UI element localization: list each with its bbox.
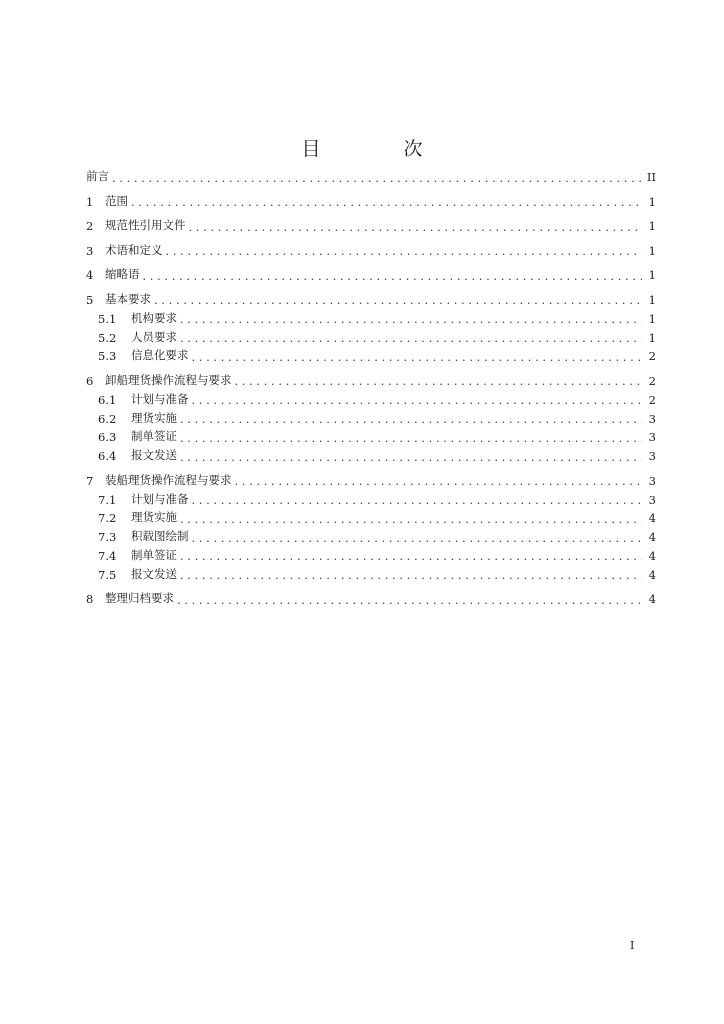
dot-leader: [177, 595, 642, 607]
dot-leader: [180, 333, 642, 345]
toc-entry[interactable]: [86, 582, 656, 607]
dot-leader: [166, 246, 643, 258]
toc-entry-page: 1: [648, 194, 656, 209]
toc-entry-page: 1: [648, 268, 656, 283]
toc-entry-page: 3: [648, 411, 656, 426]
toc-entry[interactable]: [86, 345, 656, 364]
toc-entry-page: 3: [648, 430, 656, 445]
toc-entry-label: 计划与准备: [131, 391, 189, 406]
toc-entry-number: 2: [86, 219, 94, 234]
toc-entry-number: 5.3: [98, 349, 117, 364]
toc-entry-label: 制单签证: [131, 429, 177, 444]
toc-entry-page: 4: [648, 567, 656, 582]
toc-entry-page: 1: [648, 311, 656, 326]
dot-leader: [180, 551, 642, 563]
toc-entry-number: 5: [86, 292, 94, 307]
toc-entry-label: 术语和定义: [105, 242, 163, 257]
toc-entry[interactable]: [86, 544, 656, 563]
toc-entry-number: 6.4: [98, 449, 117, 464]
toc-entry-number: 4: [86, 268, 94, 283]
toc-entry[interactable]: [86, 307, 656, 326]
dot-leader: [180, 570, 642, 582]
toc-entry-label: 装船理货操作流程与要求: [105, 472, 232, 487]
toc-entry-label: 积载图绘制: [131, 529, 189, 544]
dot-leader: [192, 352, 643, 364]
toc-entry[interactable]: [86, 388, 656, 407]
dot-leader: [180, 514, 642, 526]
toc-entry-page: 1: [648, 243, 656, 258]
toc-entry[interactable]: [86, 463, 656, 488]
toc-entry-label: 整理归档要求: [105, 591, 174, 606]
toc-entry-page: 3: [648, 492, 656, 507]
toc-entry-page: 2: [648, 392, 656, 407]
toc-entry[interactable]: [86, 184, 656, 209]
toc-entry[interactable]: [86, 563, 656, 582]
toc-entry[interactable]: [86, 258, 656, 283]
toc-entry[interactable]: [86, 444, 656, 463]
toc-entry-label: 信息化要求: [131, 348, 189, 363]
dot-leader: [112, 173, 642, 185]
toc-entry-number: 3: [86, 243, 94, 258]
toc-entry-label: 卸船理货操作流程与要求: [105, 372, 232, 387]
toc-entry-page: II: [646, 170, 656, 184]
toc-entry[interactable]: [86, 507, 656, 526]
dot-leader: [192, 395, 643, 407]
toc-entry-page: 3: [648, 473, 656, 488]
toc-entry-label: 缩略语: [105, 267, 140, 282]
toc-entry[interactable]: [86, 363, 656, 388]
dot-leader: [192, 533, 643, 545]
toc-title: 目 次: [301, 138, 455, 160]
page-number: I: [630, 939, 635, 952]
toc-entry-number: 1: [86, 194, 94, 209]
toc-entry-number: 8: [86, 592, 94, 607]
toc-entry-label: 范围: [105, 193, 128, 208]
toc-entry[interactable]: [86, 282, 656, 307]
toc-entry-number: 6: [86, 373, 94, 388]
toc-entry-page: 2: [648, 349, 656, 364]
toc-entry-number: 7.4: [98, 548, 117, 563]
toc-entry-label: 前言: [86, 169, 109, 183]
toc-entry-label: 理货实施: [131, 510, 177, 525]
toc-entry[interactable]: [86, 488, 656, 507]
toc-entry-page: 1: [648, 330, 656, 345]
toc-entry-number: 7: [86, 473, 94, 488]
dot-leader: [131, 197, 642, 209]
toc-entry-page: 2: [648, 373, 656, 388]
dot-leader: [180, 314, 642, 326]
toc-entry-number: 7.3: [98, 530, 117, 545]
toc-entry-page: 4: [648, 548, 656, 563]
toc-entry-number: 6.3: [98, 430, 117, 445]
toc-entry-number: 5.2: [98, 330, 117, 345]
dot-leader: [189, 222, 643, 234]
table-of-contents: [86, 164, 656, 606]
toc-entry-number: 5.1: [98, 311, 117, 326]
dot-leader: [180, 452, 642, 464]
toc-entry-label: 报文发送: [131, 566, 177, 581]
toc-entry-label: 规范性引用文件: [105, 218, 186, 233]
toc-entry-page: 1: [648, 292, 656, 307]
toc-entry-page: 4: [648, 511, 656, 526]
toc-entry[interactable]: [86, 209, 656, 234]
toc-entry-label: 基本要求: [105, 291, 151, 306]
dot-leader: [192, 495, 643, 507]
dot-leader: [180, 414, 642, 426]
dot-leader: [154, 295, 642, 307]
toc-entry-number: 6.2: [98, 411, 117, 426]
toc-entry-label: 人员要求: [131, 329, 177, 344]
dot-leader: [235, 476, 643, 488]
toc-entry[interactable]: [86, 407, 656, 426]
toc-entry-page: 4: [648, 530, 656, 545]
toc-entry-number: 7.5: [98, 567, 117, 582]
toc-entry-label: 计划与准备: [131, 491, 189, 506]
toc-entry-page: 1: [648, 219, 656, 234]
toc-entry-label: 理货实施: [131, 410, 177, 425]
toc-entry-page: 3: [648, 449, 656, 464]
toc-entry-number: 7.1: [98, 492, 117, 507]
toc-entry[interactable]: [86, 426, 656, 445]
toc-entry-label: 制单签证: [131, 547, 177, 562]
toc-entry[interactable]: [86, 164, 656, 184]
toc-entry[interactable]: [86, 525, 656, 544]
toc-entry-number: 7.2: [98, 511, 117, 526]
toc-entry-page: 4: [648, 592, 656, 607]
toc-entry-number: 6.1: [98, 392, 117, 407]
dot-leader: [180, 433, 642, 445]
dot-leader: [143, 271, 643, 283]
toc-entry[interactable]: [86, 233, 656, 258]
dot-leader: [235, 376, 643, 388]
toc-entry-label: 报文发送: [131, 448, 177, 463]
toc-entry-label: 机构要求: [131, 310, 177, 325]
toc-entry[interactable]: [86, 326, 656, 345]
